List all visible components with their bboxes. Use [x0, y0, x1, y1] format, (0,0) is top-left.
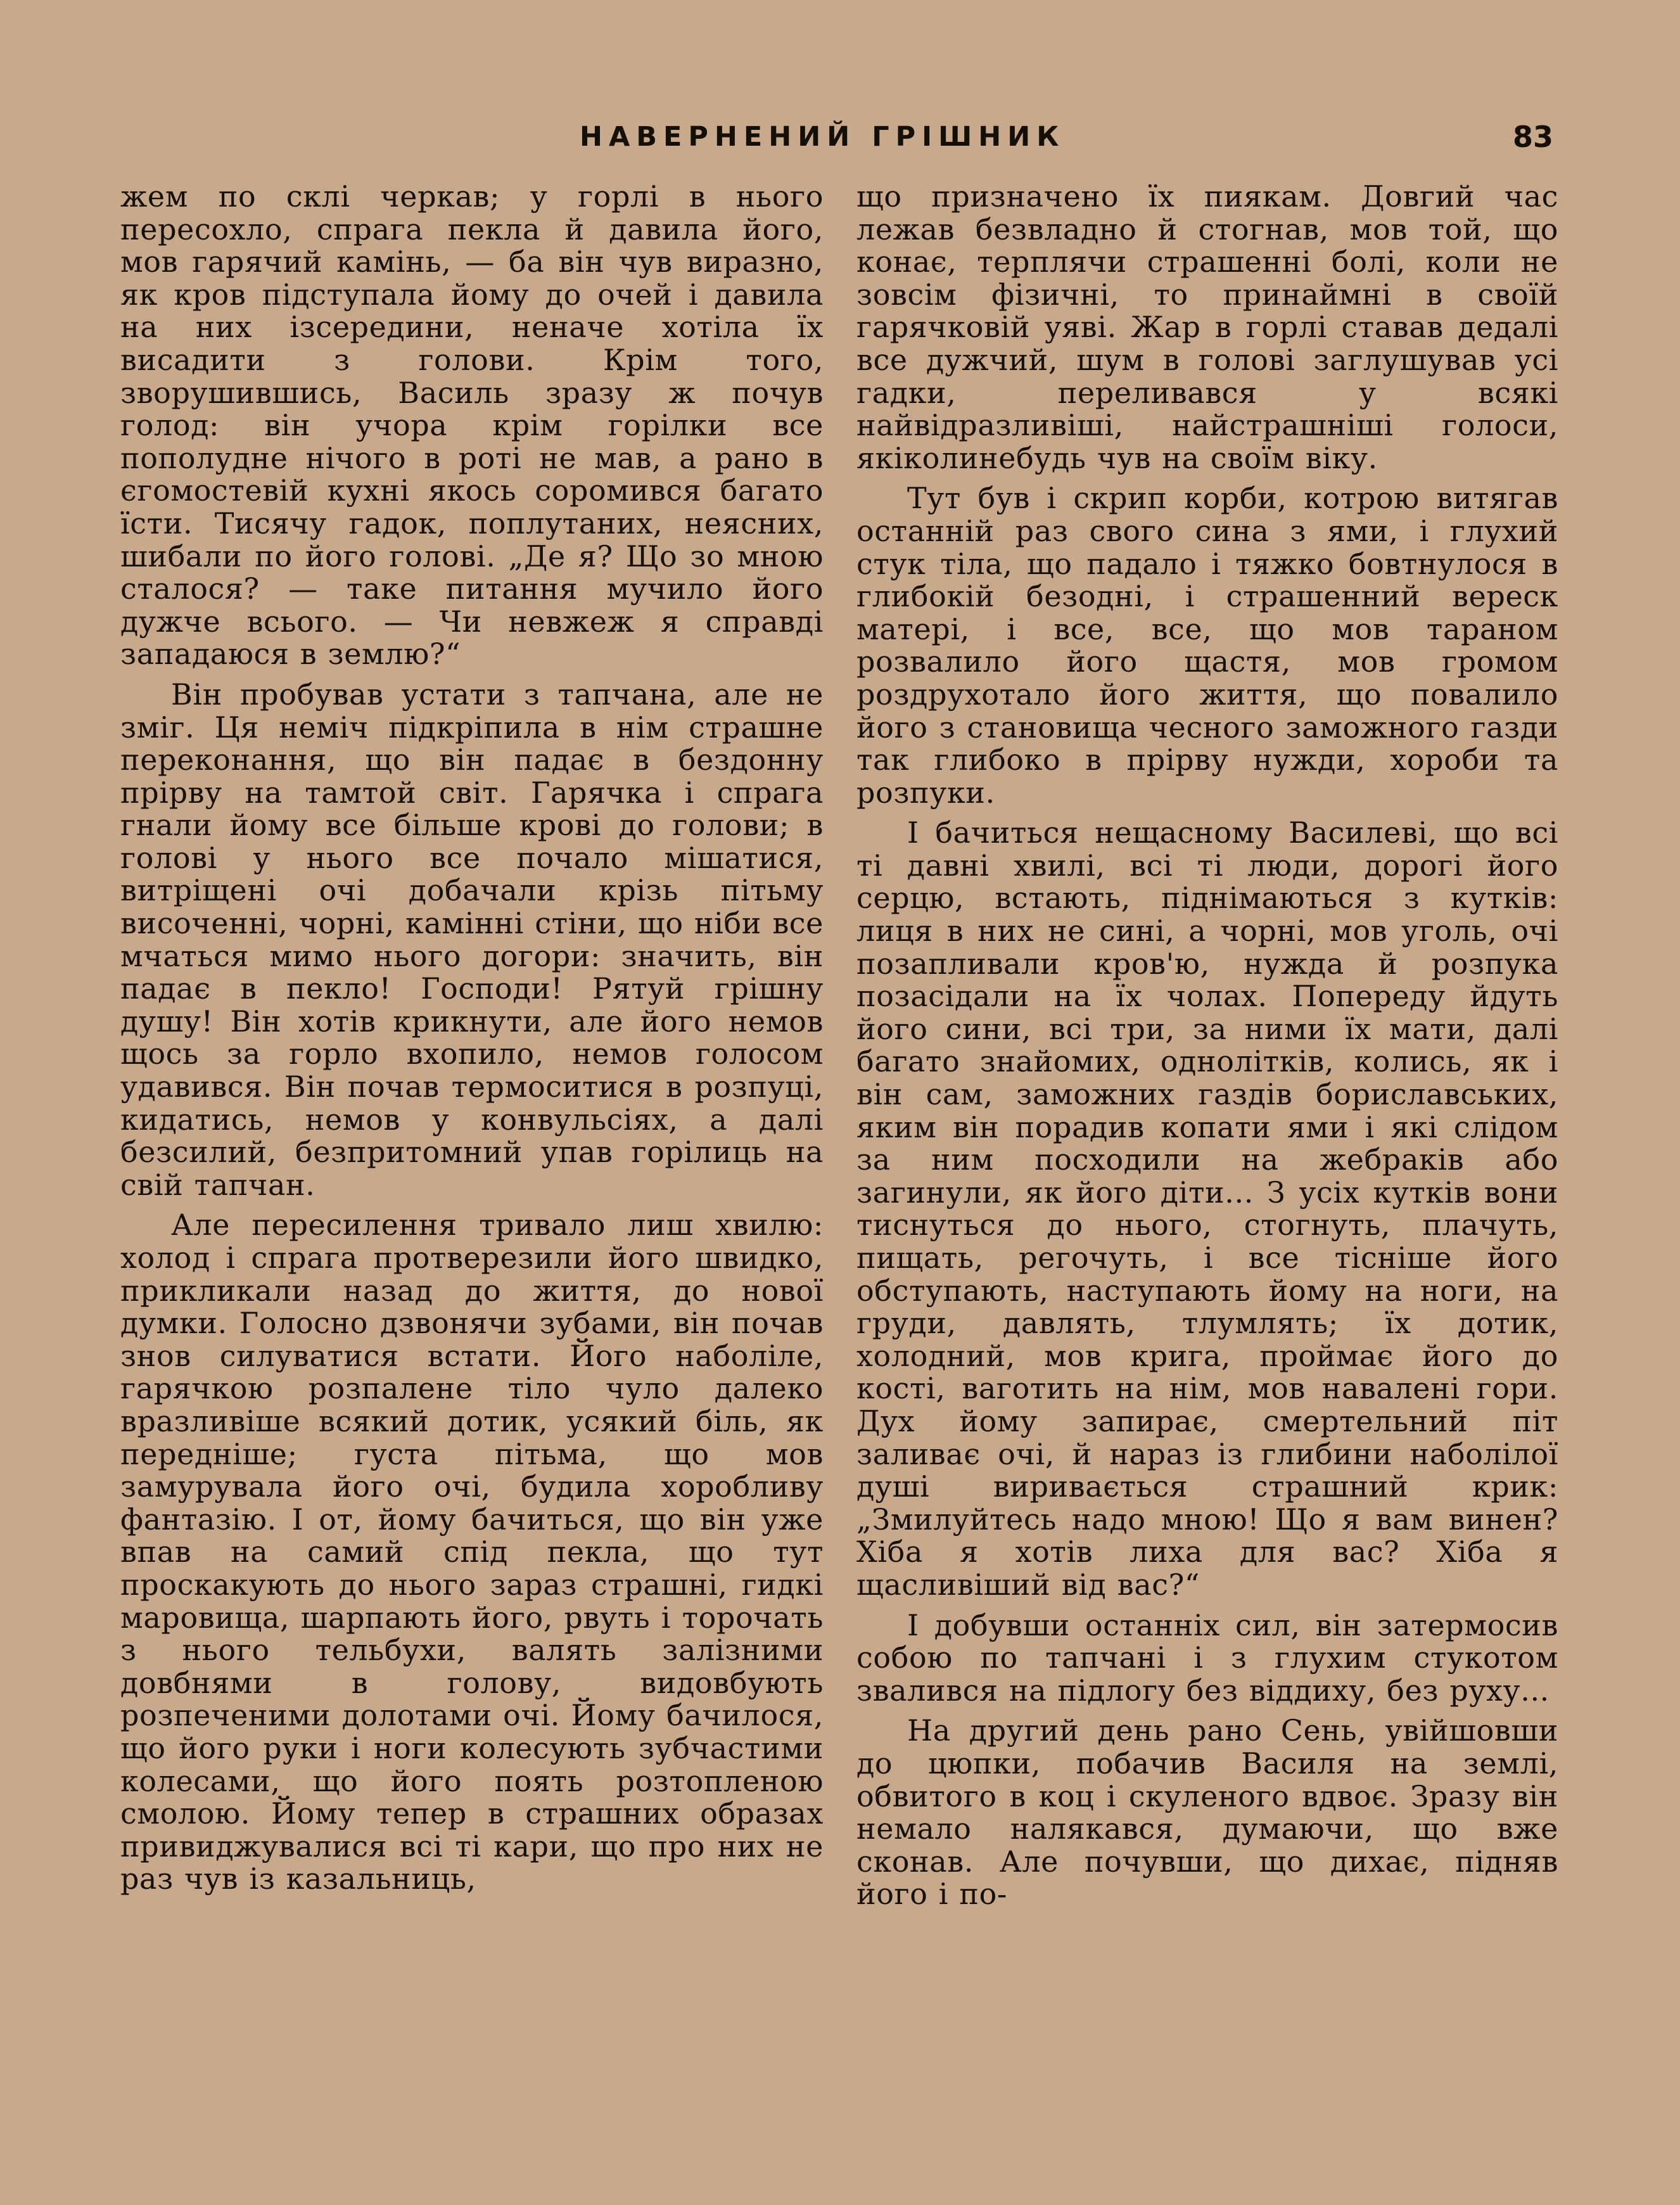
paragraph: І добувши останніх сил, він затермосив собою по тапчані і з глухим стукотом звалився на підлогу без віддиху, без руху...: [856, 1607, 1558, 1708]
left-column: [120, 181, 824, 1903]
paragraph: Він пробував устати з тапчана, але не зміг. Ця неміч підкріпила в нім страшне переконання, що він падає в бездонну прірву на тамтой світ. Гарячка і спрага гнали йому все більше крові до голови; в голові у нього все почало мішатися, витріщені очі добачали крізь пітьму височенні, чорні, камінні стіни, що ніби все мчаться мимо нього догори: значить, він падає в пекло! Господи! Рятуй грішну душу! Він хотів крикнути, але його немов щось за горло вхопило, немов голосом удавився. Він почав термоситися в розпуці, кидатись, немов у конвульсіях, а далі безсилий, безпритомний упав горілиць на свій тапчан.: [120, 677, 824, 1202]
right-column: [856, 181, 1558, 1919]
paragraph: що призначено їх пиякам. Довгий час лежав безвладно й стогнав, мов той, що конає, терплячи страшенні болі, коли не зовсім фізичні, то принаймні в своїй гарячковій уяві. Жар в горлі ставав дедалі все дужчий, шум в голові заглушував усі гадки, переливався у всякі найвідразливіші, найстрашніші голоси, якіколинебудь чув на своїм віку.: [856, 179, 1558, 475]
paragraph: Тут був і скрип корби, котрою витягав останній раз свого сина з ями, і глухий стук тіла, що падало і тяжко бовтнулося в глибокій безодні, і страшенний вереск матері, і все, все, що мов тараном розвалило його щастя, мов громом роздрухотало його життя, що повалило його з становища чесного заможного газди так глибоко в прірву нужди, хороби та розпуки.: [856, 481, 1558, 810]
paragraph: Але пересилення тривало лиш хвилю: холод і спрага протверезили його швидко, прикликали назад до життя, до нової думки. Голосно дзвонячи зубами, він почав знов силуватися встати. Його наболіле, гарячкою розпалене тіло чуло далеко вразливіше всякий дотик, усякий біль, як передніше; густа пітьма, що мов замурувала його очі, будила хоробливу фантазію. І от, йому бачиться, що він уже впав на самий спід пекла, що тут проскакують до нього зараз страшні, гидкі маровища, шарпають його, рвуть і торочать з нього тельбухи, валять залізними довбнями в голову, видовбують розпеченими долотами очі. Йому бачилося, що його руки і ноги колесують зубчастими колесами, що його поять розтопленою смолою. Йому тепер в страшних образах привиджувалися всі ті кари, що про них не раз чув із казальниць,: [120, 1208, 824, 1896]
running-title: НАВЕРНЕНИЙ ГРІШНИК: [580, 121, 1066, 153]
page-number: 83: [1512, 120, 1553, 154]
running-head: [0, 118, 1680, 156]
paragraph: І бачиться нещасному Василеві, що всі ті давні хвилі, всі ті люди, дорогі його серцю, встають, піднімаються з кутків: лиця в них не сині, а чорні, мов уголь, очі позапливали кров'ю, нужда й розпука позасідали на їх чолах. Попереду йдуть його сини, всі три, за ними їх мати, далі багато знайомих, однолітків, колись, як і він сам, заможних газдів бориславських, яким він порадив копати ями і які слідом за ним посходили на жебраків або загинули, як його діти... З усіх кутків вони тиснуться до нього, стогнуть, плачуть, пищать, регочуть, і все тісніше його обступають, наступають йому на ноги, на груди, давлять, тлумлять; їх дотик, холодний, мов крига, проймає його до кості, ваготить на нім, мов навалені гори. Дух йому запирає, смертельний піт заливає очі, й нараз із глибини наболілої душі виривається страшний крик: „Змилуйтесь надо мною! Що я вам винен? Хіба я хотів лиха для вас? Хіба я щасливіший від вас?“: [856, 815, 1558, 1602]
paragraph: На другий день рано Сень, увійшовши до цюпки, побачив Василя на землі, обвитого в коц і скуленого вдвоє. Зразу він немало налякався, думаючи, що вже сконав. Але почувши, що дихає, підняв його і по-: [856, 1713, 1558, 1912]
paragraph: жем по склі черкав; у горлі в нього пересохло, спрага пекла й давила його, мов гарячий камінь, — ба він чув виразно, як кров підступала йому до очей і давила на них ізсередини, неначе хотіла їх висадити з голови. Крім того, зворушившись, Василь зразу ж почув голод: він учора крім горілки все пополудне нічого в роті не мав, а рано в єгомостевій кухні якось соромився багато їсти. Тисячу гадок, поплутаних, неясних, шибали по його голові. „Де я? Що зо мною сталося? — таке питання мучило його дужче всього. — Чи невжеж я справді западаюся в землю?“: [120, 179, 824, 672]
